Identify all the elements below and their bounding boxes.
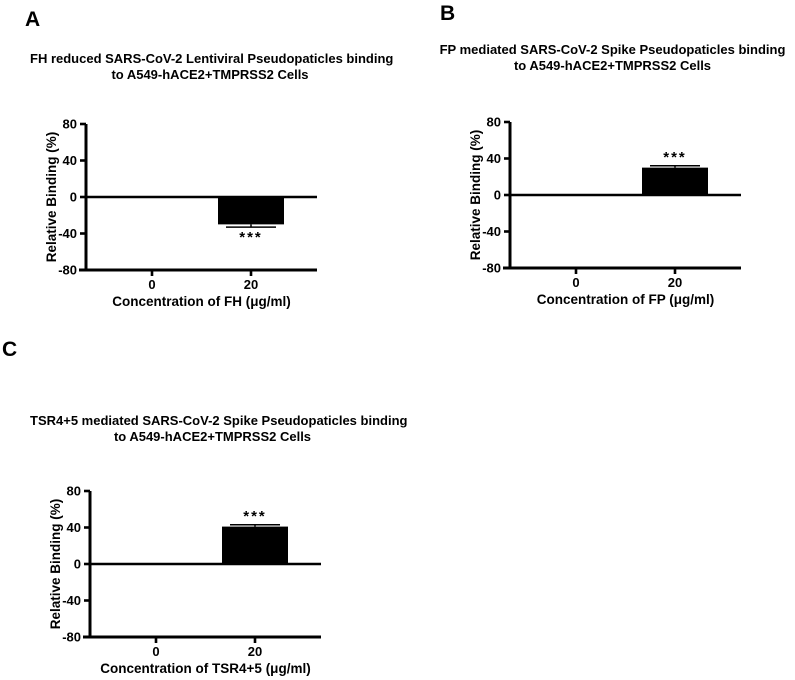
svg-text:***: ***	[243, 507, 267, 525]
panel-b-title-line2: to A549-hACE2+TMPRSS2 Cells	[513, 58, 712, 73]
svg-text:***: ***	[663, 148, 687, 166]
panel-c-chart	[44, 479, 354, 680]
panel-b-letter: B	[440, 2, 456, 25]
panel-b-chart	[464, 110, 774, 315]
svg-text:40: 40	[486, 151, 501, 166]
svg-text:Relative Binding (%): Relative Binding (%)	[48, 498, 63, 630]
svg-text:***: ***	[239, 229, 263, 247]
svg-text:-40: -40	[482, 224, 501, 239]
svg-text:0: 0	[572, 275, 580, 290]
panel-a-letter: A	[25, 8, 41, 31]
panel-b-title	[430, 42, 795, 74]
svg-text:0: 0	[69, 189, 77, 205]
panel-b-title-line1: FP mediated SARS-CoV-2 Spike Pseudopaticles binding	[439, 42, 786, 57]
panel-c-title-line2: to A549-hACE2+TMPRSS2 Cells	[113, 429, 312, 444]
svg-text:80: 80	[66, 483, 81, 499]
svg-text:20: 20	[247, 644, 263, 659]
svg-text:Concentration of FH (μg/ml): Concentration of FH (μg/ml)	[112, 294, 291, 309]
svg-text:0: 0	[493, 187, 501, 203]
svg-text:80: 80	[486, 114, 501, 130]
svg-text:20: 20	[243, 277, 259, 292]
svg-text:Relative Binding (%): Relative Binding (%)	[44, 131, 59, 263]
svg-text:-40: -40	[58, 226, 77, 241]
panel-c-title-line1: TSR4+5 mediated SARS-CoV-2 Spike Pseudopaticles binding	[30, 413, 408, 428]
svg-text:-80: -80	[482, 260, 501, 276]
svg-text:-80: -80	[62, 629, 81, 645]
panel-a-title-line1: FH reduced SARS-CoV-2 Lentiviral Pseudopaticles binding	[30, 51, 394, 66]
svg-text:-40: -40	[62, 593, 81, 608]
svg-text:Relative Binding (%): Relative Binding (%)	[468, 129, 483, 261]
svg-text:Concentration of FP (μg/ml): Concentration of FP (μg/ml)	[536, 292, 715, 307]
svg-text:0: 0	[73, 556, 81, 572]
svg-text:-80: -80	[58, 262, 77, 278]
panel-a-chart	[40, 112, 350, 317]
svg-text:80: 80	[62, 116, 77, 132]
panel-c-title	[30, 413, 408, 445]
svg-text:40: 40	[66, 520, 81, 535]
panel-a-title-line2: to A549-hACE2+TMPRSS2 Cells	[111, 67, 309, 82]
panel-a-title	[30, 51, 394, 83]
svg-text:0: 0	[148, 277, 156, 292]
svg-text:40: 40	[62, 153, 77, 168]
svg-text:Concentration of TSR4+5 (μg/ml: Concentration of TSR4+5 (μg/ml)	[100, 661, 311, 676]
svg-text:20: 20	[667, 275, 683, 290]
svg-text:0: 0	[152, 644, 160, 659]
panel-c-letter: C	[2, 338, 18, 361]
